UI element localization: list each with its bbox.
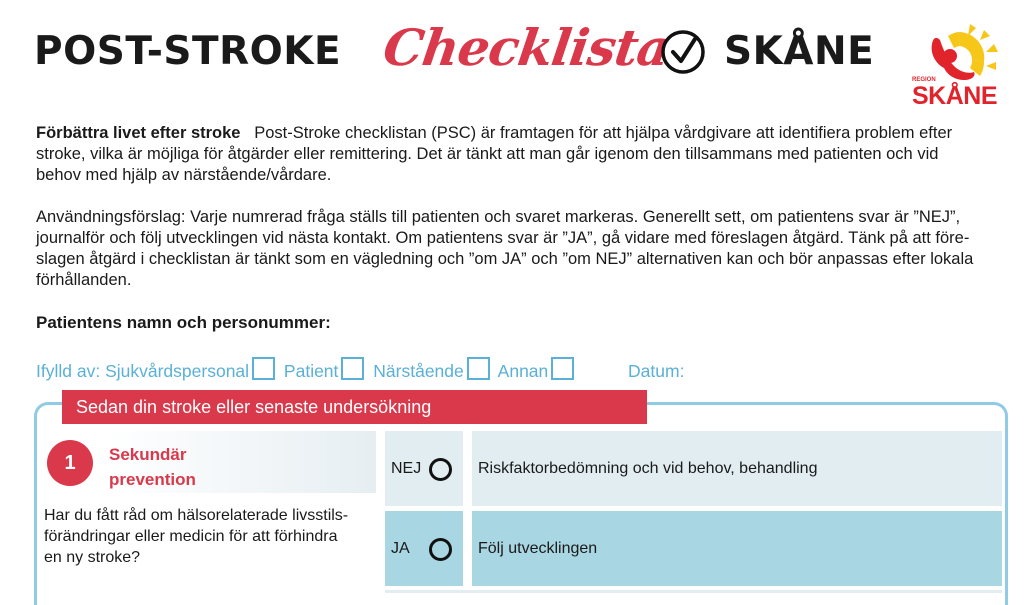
option-narstaende-label: Närstående (373, 361, 464, 381)
question-1-title-line-1: Sekundär (109, 445, 187, 464)
intro-line-3: behov med hjälp av närstående/vårdare. (36, 166, 332, 184)
option-annan-label: Annan (497, 361, 549, 381)
logo-skane-text: SKÅNE (912, 82, 998, 110)
usage-line-3: slagen åtgärd i checklistan är tänkt som en vägledning och ”om JA” och ”om NEJ” alternativen kan och bör anpassas efter lokala (36, 250, 974, 268)
checkbox-patient[interactable] (341, 357, 364, 380)
usage-line-2: journalför och följ utvecklingen vid nästa kontakt. Om patientens svar är ”JA”, gå vidare med föreslagen åtgärd. Tänk på att före- (36, 229, 970, 247)
option-patient-label: Patient (283, 361, 339, 381)
intro-heading: Förbättra livet efter stroke (36, 124, 241, 142)
question-1-title (109, 442, 196, 492)
checkbox-sjukvardspersonal[interactable] (252, 357, 275, 380)
filled-by-label: Ifylld av: (36, 361, 101, 381)
checkbox-narstaende[interactable] (467, 357, 490, 380)
intro-line-1: Post-Stroke checklistan (PSC) är framtagen för att hjälpa vårdgivare att identifiera problem efter (254, 124, 953, 142)
checkmark-circle-icon (660, 29, 706, 75)
region-skane-logo (912, 22, 1008, 110)
answer-nej-cell (385, 431, 463, 506)
answer-nej-label: NEJ (391, 460, 422, 477)
option-sjukvardspersonal-label: Sjukvårdspersonal (105, 361, 250, 381)
answer-ja-cell (385, 511, 463, 586)
action-ja-cell (472, 511, 1002, 586)
question-1-line-1: Har du fått råd om hälsorelaterade livsstils- (44, 507, 349, 524)
question-1-text (44, 505, 348, 568)
question-1-line-2: förändringar eller medicin för att förhindra (44, 528, 338, 545)
action-nej-text: Riskfaktorbedömning och vid behov, behandling (478, 460, 818, 477)
intro-paragraph (36, 123, 1016, 186)
radio-nej[interactable] (429, 458, 452, 481)
answer-ja-label: JA (391, 540, 410, 557)
checkbox-annan[interactable] (551, 357, 574, 380)
intro-line-2: stroke, vilka är möjliga för åtgärder eller remittering. Det är tänkt att man går igenom den tillsammans med patienten och vid (36, 145, 939, 163)
usage-line-1: Användningsförslag: Varje numrerad fråga ställs till patienten och svaret markeras. Generellt sett, om patientens svar är ”NEJ”, (36, 208, 961, 226)
question-1-cell (40, 431, 376, 593)
usage-paragraph (36, 207, 1016, 291)
title-checklista: Checklista (379, 18, 673, 77)
filled-by-row (36, 357, 684, 382)
usage-line-4: förhållanden. (36, 271, 132, 289)
title-post-stroke: POST-STROKE (34, 29, 342, 74)
title-skane: SKÅNE (724, 29, 875, 74)
action-ja-text: Följ utvecklingen (478, 540, 598, 557)
logo-region-text: REGION (912, 77, 936, 83)
section-banner: Sedan din stroke eller senaste undersökning (62, 390, 647, 424)
question-number-badge: 1 (47, 440, 93, 486)
action-nej-cell (472, 431, 1002, 506)
date-label: Datum: (628, 361, 685, 381)
radio-ja[interactable] (429, 538, 452, 561)
question-1-title-line-2: prevention (109, 470, 196, 489)
patient-name-label: Patientens namn och personummer: (36, 313, 331, 332)
question-1-line-3: en ny stroke? (44, 549, 141, 566)
